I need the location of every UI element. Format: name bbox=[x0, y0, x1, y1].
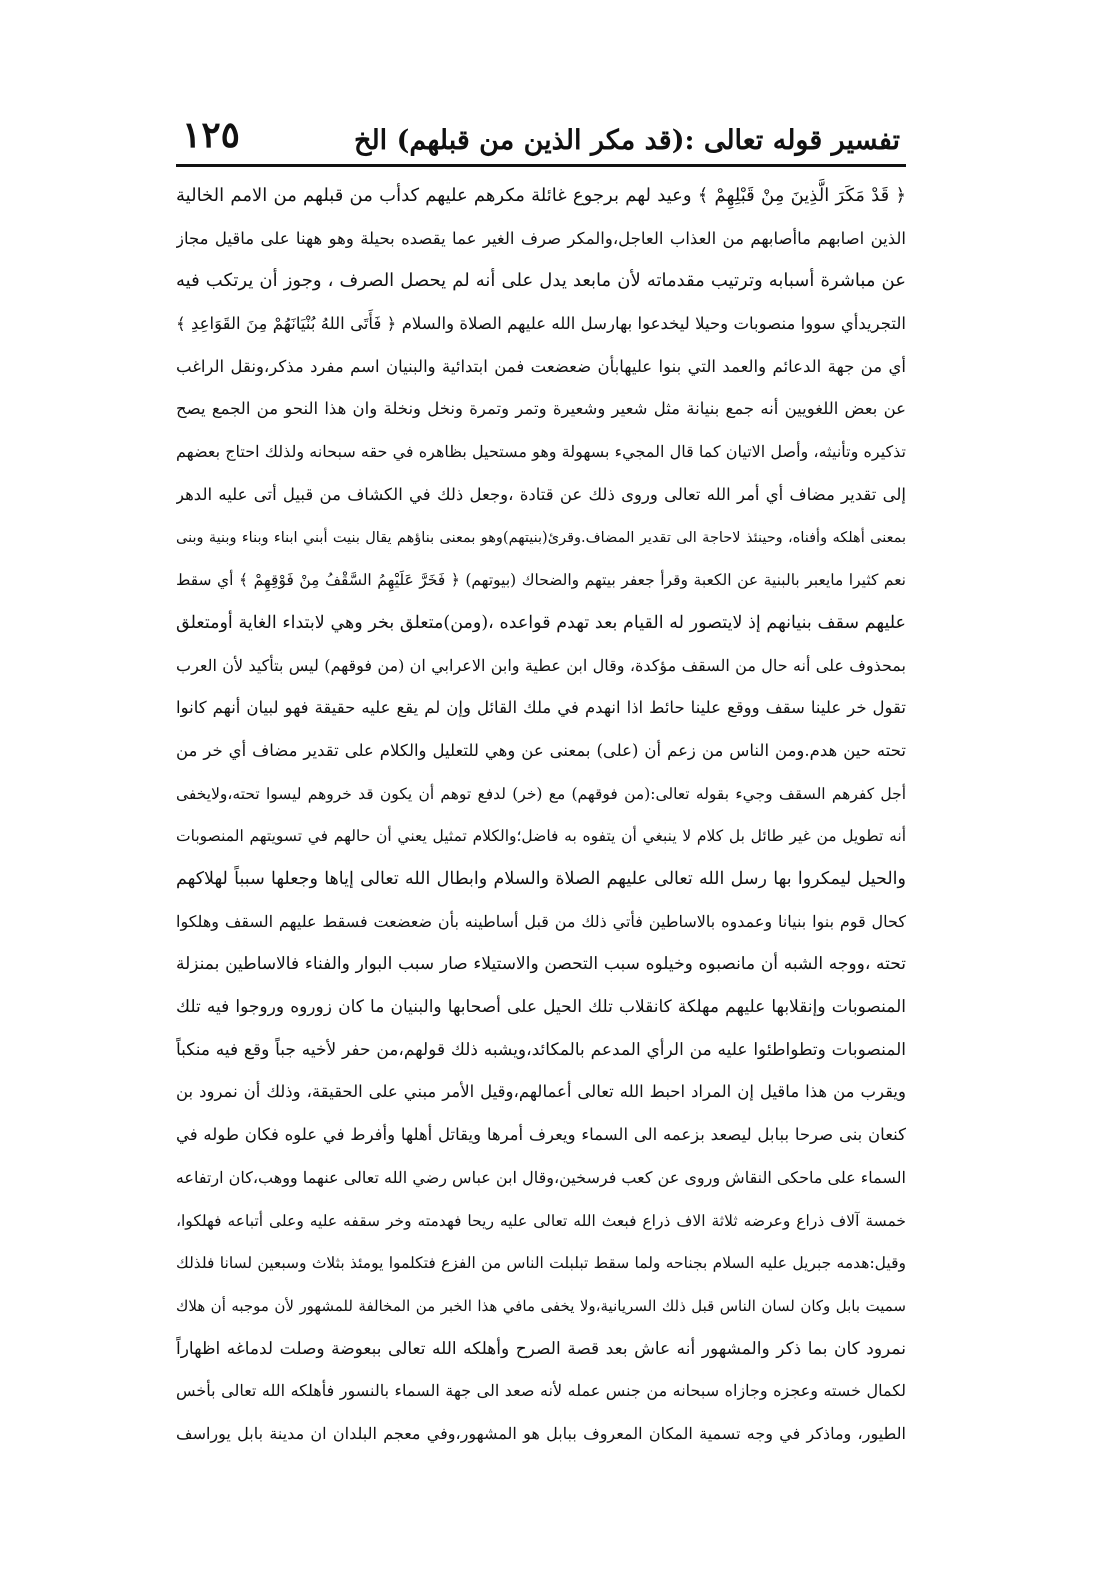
body-text bbox=[176, 175, 906, 1456]
text-line: تقول خر علينا سقف ووقع علينا حائط اذا انهدم في ملك القائل وإن لم يقع عليه حقيقة فهو لبيان أنهم كانوا bbox=[176, 698, 906, 718]
document-page bbox=[176, 98, 906, 1528]
text-line: لكمال خسته وعجزه وجازاه سبحانه من جنس عمله لأنه صعد الى جهة السماء بالنسور فأهلكه الله تعالى بأخس bbox=[176, 1381, 906, 1401]
text-line: بمحذوف على أنه حال من السقف مؤكدة، وقال ابن عطية وابن الاعرابي ان (من فوقهم) ليس بتأكيد لأن العرب bbox=[176, 655, 906, 675]
text-line: المنصوبات وإنقلابها عليهم مهلكة كانقلاب تلك الحيل على أصحابها والبنيان ما كان زوروه وروجوا فيه تلك bbox=[176, 997, 906, 1018]
text-line: المنصوبات وتطواطئوا عليه من الرأي المدعم بالمكائد،ويشبه ذلك قولهم،من حفر لأخيه جباً وقع فيه منكباً bbox=[176, 1039, 906, 1060]
text-line: كحال قوم بنوا بنيانا وعمدوه بالاساطين فأتي ذلك من قبل أساطينه بأن ضعضعت فسقط عليهم السقف وهلكوا bbox=[176, 911, 906, 931]
text-line: ويقرب من هذا ماقيل إن المراد احبط الله تعالى أعمالهم،وقيل الأمر مبني على الحقيقة، وذلك أن نمرود بن bbox=[176, 1082, 906, 1102]
text-line: ﴿ قَدْ مَكَرَ الَّذِينَ مِنْ قَبْلِهِمْ ﴾ وعيد لهم برجوع غائلة مكرهم عليهم كدأب من قبلهم من الامم الخالية bbox=[176, 185, 906, 206]
text-line: السماء على ماحكى النقاش وروى عن كعب فرسخين،وقال ابن عباس رضي الله تعالى عنهما ووهب،كان ارتفاعه bbox=[176, 1167, 906, 1187]
text-line: الذين اصابهم ماأصابهم من العذاب العاجل،والمكر صرف الغير عما يقصده بحيلة وهو ههنا على ماقيل مجاز bbox=[176, 228, 906, 248]
text-line: التجريدأي سووا منصوبات وحيلا ليخدعوا بهارسل الله عليهم الصلاة والسلام ﴿ فَأَتَى اللهُ بُنْيَانَهُمْ مِنَ القَوَاعِدِ ﴾ bbox=[176, 314, 906, 334]
text-line: عن مباشرة أسبابه وترتيب مقدماته لأن مابعد يدل على أنه لم يحصل الصرف ، وجوز أن يرتكب فيه bbox=[176, 270, 906, 292]
text-line: خمسة آلاف ذراع وعرضه ثلاثة الاف ذراع فبعث الله تعالى عليه ريحا فهدمته وخر سقفه عليه وعلى أتباعه فهلكوا، bbox=[176, 1211, 906, 1230]
text-line: نمرود كان بما ذكر والمشهور أنه عاش بعد قصة الصرح وأهلكه الله تعالى ببعوضة وصلت لدماغه اظهاراً bbox=[176, 1338, 906, 1359]
page-number: ١٢٥ bbox=[182, 114, 241, 156]
text-line: سميت بابل وكان لسان الناس قبل ذلك السريانية،ولا يخفى مافي هذا الخبر من المخالفة للمشهور لأن موجبه أن هلاك bbox=[176, 1296, 906, 1315]
text-line: أنه تطويل من غير طائل بل كلام لا ينبغي أن يتفوه به فاضل؛والكلام تمثيل يعني أن حالهم في تسويتهم المنصوبات bbox=[176, 827, 906, 846]
running-title: تفسير قوله تعالى :(قد مكر الذين من قبلهم) الخ bbox=[354, 125, 900, 156]
header-rule bbox=[176, 164, 906, 167]
page-header bbox=[176, 98, 906, 164]
text-line: تحته ،ووجه الشبه أن مانصبوه وخيلوه سبب التحصن والاستيلاء صار سبب البوار والفناء فالاساطين بمنزلة bbox=[176, 954, 906, 975]
text-line: نعم كثيرا مايعبر بالبنية عن الكعبة وقرأ جعفر بيتهم والضحاك (بيوتهم) ﴿ فَخَرَّ عَلَيْهِمُ السَّقْفُ مِنْ فَوْقِهِمْ ﴾ أي سقط bbox=[176, 571, 906, 590]
text-line: كنعان بنى صرحا ببابل ليصعد بزعمه الى السماء ويعرف أمرها ويقاتل أهلها وأفرط في علوه فكان طوله في bbox=[176, 1125, 906, 1145]
text-line: عليهم سقف بنيانهم إذ لايتصور له القيام بعد تهدم قواعده ،(ومن)متعلق بخر وهي لابتداء الغاية أومتعلق bbox=[176, 612, 906, 633]
text-line: بمعنى أهلكه وأفناه، وحينئذ لاحاجة الى تقدير المضاف.وقرئ(بنيتهم)وهو بمعنى بناؤهم يقال بنيت أبني ابناء وبناء وبنية وبنى bbox=[176, 529, 906, 546]
text-line: عن بعض اللغويين أنه جمع بنيانة مثل شعير وشعيرة وتمر وتمرة ونخل ونخلة وان هذا النحو من الجمع يصح bbox=[176, 399, 906, 419]
text-line: إلى تقدير مضاف أي أمر الله تعالى وروى ذلك عن قتادة ،وجعل ذلك في الكشاف من قبيل أتى عليه الدهر bbox=[176, 484, 906, 504]
text-line: أجل كفرهم السقف وجيء بقوله تعالى:(من فوقهم) مع (خر) لدفع توهم أن يكون قد خروهم ليسوا تحته،ولايخفى bbox=[176, 784, 906, 803]
text-line: تذكيره وتأنيثه، وأصل الاتيان كما قال المجيء بسهولة وهو مستحيل بظاهره في حقه سبحانه ولذلك احتاج بعضهم bbox=[176, 442, 906, 462]
text-line: تحته حين هدم.ومن الناس من زعم أن (على) بمعنى عن وهي للتعليل والكلام على تقدير مضاف أي خر من bbox=[176, 740, 906, 760]
text-line: والحيل ليمكروا بها رسل الله تعالى عليهم الصلاة والسلام وابطال الله تعالى إياها وجعلها سبباً لهلاكهم bbox=[176, 869, 906, 889]
text-line: أي من جهة الدعائم والعمد التي بنوا عليهابأن ضعضعت فمن ابتدائية والبنيان اسم مفرد مذكر،ونقل الراغب bbox=[176, 356, 906, 376]
text-line: الطيور، وماذكر في وجه تسمية المكان المعروف ببابل هو المشهور،وفي معجم البلدان ان مدينة بابل يوراسف bbox=[176, 1423, 906, 1443]
text-line: وقيل:هدمه جبريل عليه السلام بجناحه ولما سقط تبلبلت الناس من الفزع فتكلموا يومئذ بثلاث وسبعين لسانا فلذلك bbox=[176, 1254, 906, 1273]
